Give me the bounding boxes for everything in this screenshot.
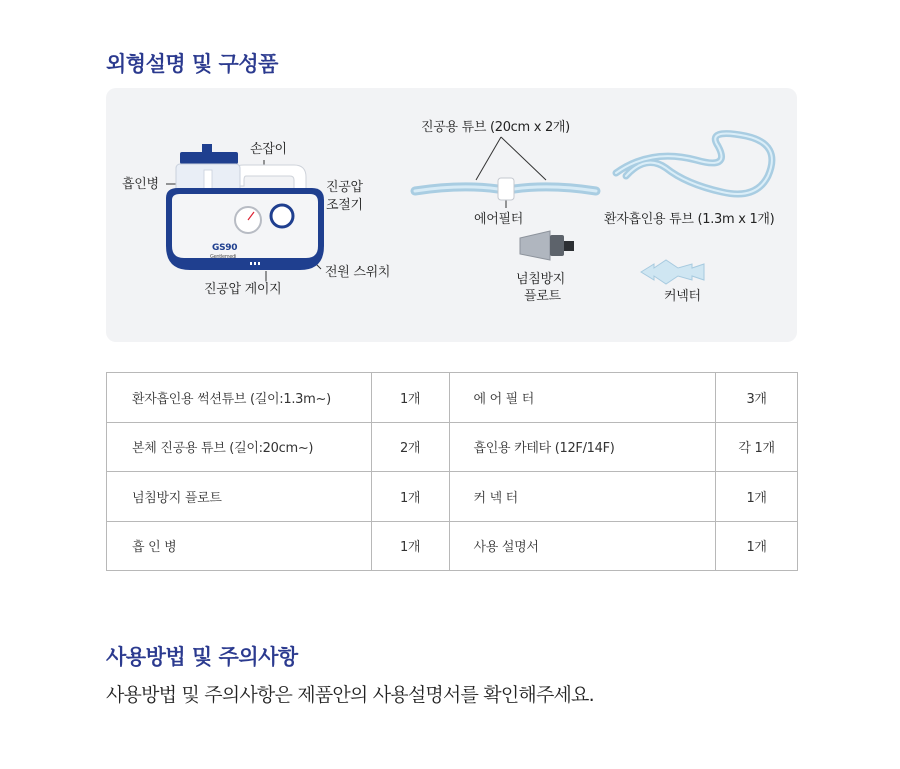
air-filter bbox=[498, 178, 514, 200]
component-qty: 1개 bbox=[371, 373, 449, 423]
component-qty: 각 1개 bbox=[716, 422, 798, 472]
label-power-switch: 전원 스위치 bbox=[325, 265, 391, 280]
label-patient-tube: 환자흡인용 튜브 (1.3m x 1개) bbox=[604, 212, 775, 227]
component-qty: 1개 bbox=[716, 472, 798, 522]
component-name: 사용 설명서 bbox=[449, 521, 716, 571]
section-title-usage: 사용방법 및 주의사항 bbox=[106, 645, 298, 669]
component-name: 흡인용 카테타 (12F/14F) bbox=[449, 422, 716, 472]
suction-device bbox=[166, 144, 324, 270]
component-qty: 2개 bbox=[371, 422, 449, 472]
label-regulator-line2: 조절기 bbox=[326, 198, 363, 213]
label-bottle: 흡인병 bbox=[122, 177, 159, 192]
device-brand: GS90 bbox=[212, 243, 238, 253]
label-vacuum-gauge: 진공압 게이지 bbox=[204, 282, 282, 297]
component-name: 흡 인 병 bbox=[107, 521, 372, 571]
label-handle: 손잡이 bbox=[250, 142, 287, 157]
table-row bbox=[107, 521, 798, 571]
label-connector: 커넥터 bbox=[664, 289, 701, 304]
label-float-line1: 넘침방지 bbox=[516, 272, 566, 287]
components-table bbox=[106, 372, 798, 571]
vacuum-tube-with-filter bbox=[415, 178, 596, 200]
pressure-regulator bbox=[271, 205, 293, 227]
overflow-float bbox=[520, 231, 574, 260]
component-name: 에 어 필 터 bbox=[449, 373, 716, 423]
component-name: 본체 진공용 튜브 (길이:20cm~) bbox=[107, 422, 372, 472]
bottle-cap bbox=[180, 152, 238, 164]
label-float-line2: 플로트 bbox=[524, 289, 561, 304]
component-name: 커 넥 터 bbox=[449, 472, 716, 522]
label-air-filter: 에어필터 bbox=[474, 212, 524, 227]
connector bbox=[641, 260, 704, 284]
component-qty: 1개 bbox=[371, 472, 449, 522]
component-name: 넘침방지 플로트 bbox=[107, 472, 372, 522]
table-row bbox=[107, 422, 798, 472]
tube-callout-line-left bbox=[476, 137, 501, 180]
product-illustration bbox=[106, 88, 797, 342]
table-row bbox=[107, 373, 798, 423]
patient-suction-tube bbox=[616, 134, 772, 194]
usage-note: 사용방법 및 주의사항은 제품안의 사용설명서를 확인해주세요. bbox=[106, 684, 594, 706]
component-qty: 3개 bbox=[716, 373, 798, 423]
label-regulator-line1: 진공압 bbox=[326, 180, 363, 195]
component-qty: 1개 bbox=[716, 521, 798, 571]
section-title-appearance: 외형설명 및 구성품 bbox=[106, 52, 278, 76]
component-name: 환자흡인용 썩션튜브 (길이:1.3m~) bbox=[107, 373, 372, 423]
tube-callout-line-right bbox=[501, 137, 546, 180]
device-subbrand: Gentlemedi bbox=[210, 254, 237, 260]
table-row bbox=[107, 472, 798, 522]
label-vacuum-tube: 진공용 튜브 (20cm x 2개) bbox=[421, 120, 570, 135]
component-qty: 1개 bbox=[371, 521, 449, 571]
